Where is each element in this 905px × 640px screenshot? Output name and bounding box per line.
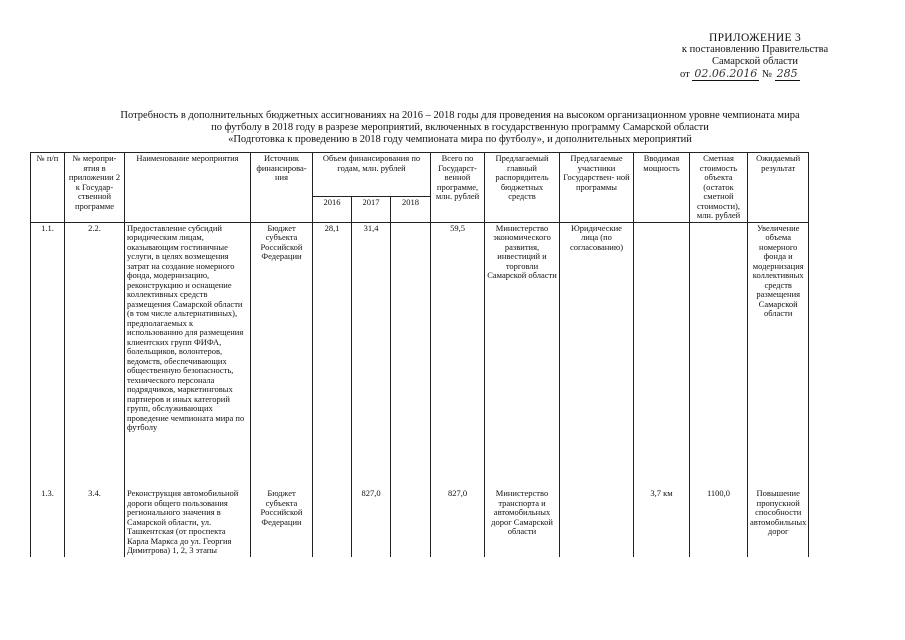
- number-prefix: №: [761, 69, 772, 80]
- cell-num: 1.1.: [31, 222, 65, 488]
- cell-participants: Юридические лица (по согласованию): [560, 222, 634, 488]
- handwritten-date: 02.06.2016: [694, 67, 758, 80]
- header-main-admin: Предлагаемый главный распорядитель бюджетных средств: [485, 153, 560, 223]
- heading-line-2: по футболу в 2018 году в разрезе мероприятий, включенных в государственную программу Самарской области: [211, 122, 709, 133]
- header-event-num: № меропри- ятия в приложении 2 к Государ- ственной программе: [65, 153, 125, 223]
- header-2016: 2016: [313, 197, 352, 222]
- header-volume: Объем финансирования по годам, млн. рублей: [313, 153, 431, 197]
- header-capacity: Вводимая мощность: [634, 153, 690, 223]
- cell-cost: [690, 222, 748, 488]
- header-cost: Сметная стоимость объекта (остаток сметной стоимости), млн. рублей: [690, 153, 748, 223]
- cell-source: Бюджет субъекта Российской Федерации: [251, 488, 313, 557]
- header-result: Ожидаемый результат: [748, 153, 809, 223]
- table-header-row: [31, 153, 809, 197]
- document-heading: [80, 110, 840, 146]
- cell-cost: 1100,0: [690, 488, 748, 557]
- appendix-block: [640, 32, 870, 81]
- cell-name: Реконструкция автомобильной дороги общего пользования регионального значения в Самарской области, ул. Ташкентская (от проспекта Карла Маркса до ул. Георгия Димитрова) 1, 2, 3 этапы: [125, 488, 251, 557]
- cell-result: Повышение пропускной способности автомобильных дорог: [748, 488, 809, 557]
- date-prefix: от: [680, 69, 690, 80]
- appendix-date-line: [640, 68, 870, 81]
- cell-total: 827,0: [431, 488, 485, 557]
- cell-event-num: 3.4.: [65, 488, 125, 557]
- cell-2017: 827,0: [352, 488, 391, 557]
- header-num: № п/п: [31, 153, 65, 223]
- header-2018: 2018: [391, 197, 431, 222]
- appendix-title: ПРИЛОЖЕНИЕ 3: [708, 32, 801, 44]
- cell-2016: 28,1: [313, 222, 352, 488]
- cell-source: Бюджет субъекта Российской Федерации: [251, 222, 313, 488]
- cell-2018: [391, 488, 431, 557]
- table-row: [31, 488, 809, 557]
- cell-name: Предоставление субсидий юридическим лицам, оказывающим гостиничные услуги, в целях возмещения затрат на создание номерного фонда, модернизацию, реконструкцию и оснащение коллективных средств размещения Самарской области (в том числе альтернативных), предполагаемых к использованию для размещения клиентских групп ФИФА, болельщиков, волонтеров, ведомств, обеспечивающих общественную безопасность, технического персонала подрядчиков, маркетинговых партнеров и иных категорий групп, обслуживающих проведение чемпионата мира по футболу: [125, 222, 251, 488]
- cell-capacity: [634, 222, 690, 488]
- heading-line-1: Потребность в дополнительных бюджетных ассигнованиях на 2016 – 2018 годы для проведения на высоком организационном уровне чемпионата мира: [120, 110, 800, 121]
- table-row: [31, 222, 809, 488]
- header-2017: 2017: [352, 197, 391, 222]
- cell-total: 59,5: [431, 222, 485, 488]
- financing-table: [30, 152, 809, 557]
- cell-2016: [313, 488, 352, 557]
- appendix-line-2: Самарской области: [712, 56, 798, 67]
- cell-participants: [560, 488, 634, 557]
- cell-capacity: 3,7 км: [634, 488, 690, 557]
- heading-line-3: «Подготовка к проведению в 2018 году чемпионата мира по футболу», и дополнительных мероприятий: [228, 134, 692, 145]
- cell-main-admin: Министерство экономического развития, инвестиций и торговли Самарской области: [485, 222, 560, 488]
- cell-2018: [391, 222, 431, 488]
- header-total: Всего по Государст- венной программе, млн. рублей: [431, 153, 485, 223]
- cell-event-num: 2.2.: [65, 222, 125, 488]
- cell-2017: 31,4: [352, 222, 391, 488]
- cell-num: 1.3.: [31, 488, 65, 557]
- handwritten-number: 285: [776, 67, 798, 80]
- cell-main-admin: Министерство транспорта и автомобильных дорог Самарской области: [485, 488, 560, 557]
- appendix-line-1: к постановлению Правительства: [681, 44, 829, 55]
- header-name: Наименование мероприятия: [125, 153, 251, 223]
- header-participants: Предлагаемые участники Государствен- ной программы: [560, 153, 634, 223]
- cell-result: Увеличение объема номерного фонда и модернизация коллективных средств размещения Самарской области: [748, 222, 809, 488]
- header-source: Источник финансирова- ния: [251, 153, 313, 223]
